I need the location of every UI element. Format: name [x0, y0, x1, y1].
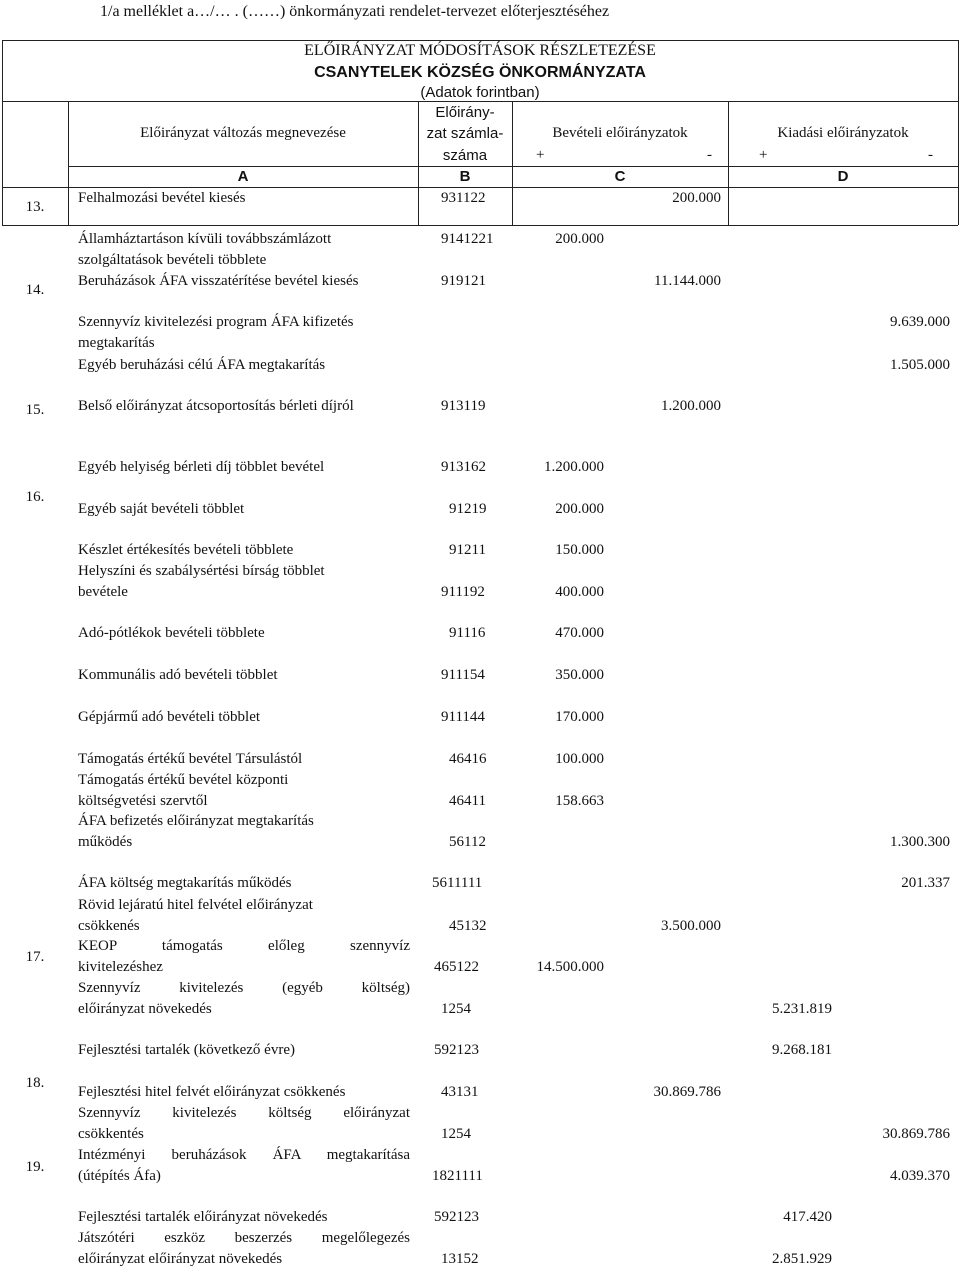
item-description: Belső előirányzat átcsoportosítás bérleti díjról — [78, 398, 354, 414]
account-number: 465122 — [434, 959, 479, 975]
item-description: Intézményi beruházások ÁFA megtakarítása — [78, 1147, 410, 1163]
account-number: 56112 — [449, 834, 486, 850]
item-description: költségvetési szervtől — [78, 793, 208, 809]
revenue-decrease-value: 11.144.000 — [654, 273, 721, 289]
revenue-increase-value: 1.200.000 — [544, 459, 604, 475]
expense-minus-header: - — [928, 147, 933, 163]
account-number: 5611111 — [432, 875, 483, 891]
revenue-increase-value: 200.000 — [555, 231, 604, 247]
item-description: Beruházások ÁFA visszatérítése bevétel kiesés — [78, 273, 359, 289]
item-description: Fejlesztési tartalék (következő évre) — [78, 1042, 295, 1058]
item-description: Szennyvíz kivitelezés költség előirányzat — [78, 1105, 410, 1121]
account-number: 45132 — [449, 918, 487, 934]
line-item — [0, 895, 960, 937]
account-number: 13152 — [441, 1251, 479, 1267]
account-number: 91219 — [449, 501, 487, 517]
item-description: Szennyvíz kivitelezési program ÁFA kifizetés — [78, 314, 354, 330]
account-number: 592123 — [434, 1209, 479, 1225]
item-description: előirányzat növekedés — [78, 1001, 212, 1017]
revenue-increase-value: 158.663 — [555, 793, 604, 809]
line-item — [0, 271, 960, 313]
account-number: 1821111 — [432, 1168, 483, 1184]
account-number: 9141221 — [441, 231, 494, 247]
organization-name: CSANYTELEK KÖZSÉG ÖNKORMÁNYZATA — [314, 64, 646, 81]
item-description: Államháztartáson kívüli továbbszámlázott — [78, 231, 332, 247]
expense-decrease-value: 30.869.786 — [882, 1126, 950, 1142]
revenue-increase-value: 100.000 — [555, 751, 604, 767]
item-description: Rövid lejáratú hitel felvétel előirányzat — [78, 897, 313, 913]
revenue-increase-value: 170.000 — [555, 709, 604, 725]
account-number: 43131 — [441, 1084, 479, 1100]
column-letter-b: B — [459, 168, 471, 185]
account-column-header: Előirány- — [435, 104, 495, 121]
item-description: Készlet értékesítés bevételi többlete — [78, 542, 294, 558]
revenue-decrease-value: 200.000 — [672, 190, 721, 206]
expense-increase-value: 2.851.929 — [772, 1251, 832, 1267]
line-item — [0, 561, 960, 603]
row-group-number: 16. — [25, 489, 45, 505]
revenue-increase-value: 200.000 — [555, 501, 604, 517]
item-description: Támogatás értékű bevétel Társulástól — [78, 751, 303, 767]
revenue-decrease-value: 30.869.786 — [653, 1084, 721, 1100]
expense-decrease-value: 1.300.300 — [890, 834, 950, 850]
line-item — [0, 355, 960, 397]
row-group-number: 19. — [25, 1159, 45, 1175]
item-description: megtakarítás — [78, 335, 155, 351]
account-number: 46411 — [449, 793, 486, 809]
line-item — [0, 1145, 960, 1187]
item-description: KEOP támogatás előleg szennyvíz — [78, 938, 410, 954]
account-number: 931122 — [441, 190, 486, 206]
column-letter-a: A — [237, 168, 249, 185]
row-group-number: 15. — [25, 402, 45, 418]
account-number: 919121 — [441, 273, 486, 289]
item-description: Felhalmozási bevétel kiesés — [78, 190, 246, 206]
item-description: szolgáltatások bevételi többlete — [78, 252, 267, 268]
item-description: bevétele — [78, 584, 128, 600]
column-letter-c: C — [614, 168, 626, 185]
item-description: Kommunális adó bevételi többlet — [78, 667, 278, 683]
line-item — [0, 770, 960, 812]
account-number: 592123 — [434, 1042, 479, 1058]
line-item — [0, 707, 960, 749]
line-item — [0, 396, 960, 438]
account-number: 1254 — [441, 1126, 471, 1142]
item-description: Egyéb saját bevételi többlet — [78, 501, 245, 517]
item-description: Egyéb helyiség bérleti díj többlet bevétel — [78, 459, 325, 475]
revenue-increase-value: 350.000 — [555, 667, 604, 683]
row-group-number: 13. — [25, 199, 45, 215]
account-number: 911154 — [441, 667, 485, 683]
item-description: Fejlesztési tartalék előirányzat növekedés — [78, 1209, 328, 1225]
item-description: Gépjármű adó bevételi többlet — [78, 709, 261, 725]
account-number: 913119 — [441, 398, 486, 414]
item-description: ÁFA befizetés előirányzat megtakarítás — [78, 813, 314, 829]
account-column-header: száma — [442, 147, 488, 164]
row-group-number: 17. — [25, 949, 45, 965]
line-item — [0, 457, 960, 499]
line-item — [0, 936, 960, 978]
expense-column-header: Kiadási előirányzatok — [777, 125, 909, 141]
row-group-number: 18. — [25, 1075, 45, 1091]
item-description: Fejlesztési hitel felvét előirányzat csökkenés — [78, 1084, 346, 1100]
expense-decrease-value: 201.337 — [901, 875, 950, 891]
revenue-plus-header: + — [536, 147, 545, 163]
revenue-increase-value: 400.000 — [555, 584, 604, 600]
item-description: Szennyvíz kivitelezés (egyéb költség) — [78, 980, 410, 996]
account-number: 91211 — [449, 542, 486, 558]
item-description: Helyszíni és szabálysértési bírság többlet — [78, 563, 325, 579]
item-description: Adó-pótlékok bevételi többlete — [78, 625, 265, 641]
account-number: 91116 — [449, 625, 486, 641]
line-item — [0, 623, 960, 665]
annex-reference: 1/a melléklet a…/… . (……) önkormányzati rendelet-tervezet előterjesztéséhez — [100, 3, 610, 20]
expense-decrease-value: 9.639.000 — [890, 314, 950, 330]
item-description: ÁFA költség megtakarítás működés — [78, 875, 292, 891]
line-item — [0, 665, 960, 707]
item-description: csökkenés — [78, 918, 140, 934]
expense-increase-value: 9.268.181 — [772, 1042, 832, 1058]
expense-increase-value: 5.231.819 — [772, 1001, 832, 1017]
line-item — [0, 1103, 960, 1145]
description-column-header: Előirányzat változás megnevezése — [140, 125, 346, 141]
item-description: (útépítés Áfa) — [78, 1168, 161, 1184]
account-number: 1254 — [441, 1001, 471, 1017]
revenue-decrease-value: 3.500.000 — [661, 918, 721, 934]
expense-increase-value: 417.420 — [783, 1209, 832, 1225]
expense-decrease-value: 1.505.000 — [890, 357, 950, 373]
expense-plus-header: + — [759, 147, 768, 163]
account-number: 913162 — [441, 459, 486, 475]
expense-decrease-value: 4.039.370 — [890, 1168, 950, 1184]
revenue-increase-value: 150.000 — [555, 542, 604, 558]
unit-note: (Adatok forintban) — [420, 84, 540, 101]
line-item — [0, 312, 960, 354]
row-group-number: 14. — [25, 282, 45, 298]
line-item — [0, 1040, 960, 1082]
revenue-increase-value: 470.000 — [555, 625, 604, 641]
item-description: Támogatás értékű bevétel központi — [78, 772, 289, 788]
revenue-decrease-value: 1.200.000 — [661, 398, 721, 414]
item-description: kivitelezéshez — [78, 959, 163, 975]
item-description: csökkentés — [78, 1126, 144, 1142]
item-description: Játszótéri eszköz beszerzés megelőlegezés — [78, 1230, 410, 1246]
item-description: előirányzat előirányzat növekedés — [78, 1251, 283, 1267]
table-title: ELŐIRÁNYZAT MÓDOSÍTÁSOK RÉSZLETEZÉSE — [304, 42, 656, 59]
line-item — [0, 1228, 960, 1270]
account-number: 46416 — [449, 751, 487, 767]
revenue-column-header: Bevételi előirányzatok — [552, 125, 688, 141]
account-number: 911144 — [441, 709, 485, 725]
revenue-minus-header: - — [707, 147, 712, 163]
line-item — [0, 188, 960, 230]
line-item — [0, 978, 960, 1020]
line-item — [0, 811, 960, 853]
column-letter-d: D — [837, 168, 849, 185]
line-item — [0, 229, 960, 271]
item-description: működés — [78, 834, 133, 850]
item-description: Egyéb beruházási célú ÁFA megtakarítás — [78, 357, 326, 373]
account-number: 911192 — [441, 584, 485, 600]
revenue-increase-value: 14.500.000 — [536, 959, 604, 975]
line-item — [0, 499, 960, 541]
account-column-header: zat számla- — [426, 125, 504, 142]
